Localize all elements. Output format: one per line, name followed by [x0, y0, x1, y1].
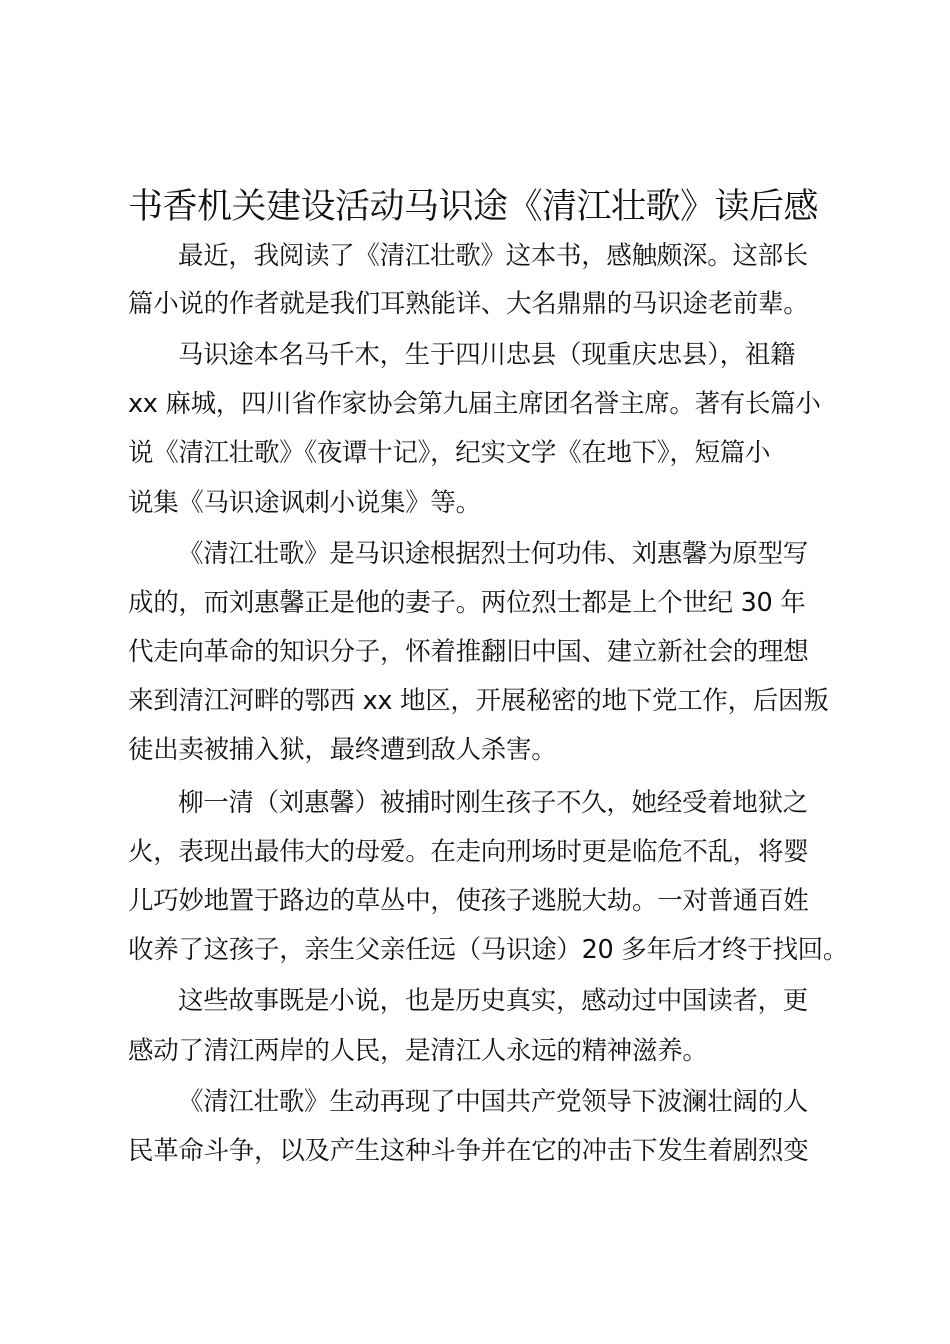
paragraph-2-line-1: 马识途本名马千木，生于四川忠县（现重庆忠县），祖籍 [178, 340, 796, 370]
paragraph-2-line-2: xx 麻城，四川省作家协会第九届主席团名誉主席。著有长篇小 [128, 389, 821, 419]
paragraph-4-line-3: 儿巧妙地置于路边的草丛中，使孩子逃脱大劫。一对普通百姓 [128, 886, 809, 916]
paragraph-2-line-3: 说《清江壮歌》《夜谭十记》，纪实文学《在地下》，短篇小 [128, 438, 771, 468]
paragraph-3-line-1: 《清江壮歌》是马识途根据烈士何功伟、刘惠馨为原型写 [178, 539, 809, 569]
paragraph-2-line-4: 说集《马识途讽刺小说集》等。 [128, 488, 481, 518]
document-title: 书香机关建设活动马识途《清江壮歌》读后感 [128, 187, 819, 227]
paragraph-5-line-1: 这些故事既是小说，也是历史真实，感动过中国读者，更 [178, 986, 809, 1016]
paragraph-5-line-2: 感动了清江两岸的人民，是清江人永远的精神滋养。 [128, 1036, 708, 1066]
paragraph-1-line-1: 最近，我阅读了《清江壮歌》这本书，感触颇深。这部长 [178, 241, 809, 271]
paragraph-4-line-2: 火，表现出最伟大的母爱。在走向刑场时更是临危不乱，将婴 [128, 837, 809, 867]
paragraph-4-line-1: 柳一清（刘惠馨）被捕时刚生孩子不久，她经受着地狱之 [178, 788, 809, 818]
paragraph-3-line-3: 代走向革命的知识分子，怀着推翻旧中国、建立新社会的理想 [128, 637, 809, 667]
paragraph-6-line-2: 民革命斗争，以及产生这种斗争并在它的冲击下发生着剧烈变 [128, 1136, 809, 1166]
paragraph-4-line-4: 收养了这孩子，亲生父亲任远（马识途）20 多年后才终于找回。 [128, 935, 849, 965]
paragraph-3-line-5: 徒出卖被捕入狱，最终遭到敌人杀害。 [128, 735, 557, 765]
paragraph-1-line-2: 篇小说的作者就是我们耳熟能详、大名鼎鼎的马识途老前辈。 [128, 289, 809, 319]
paragraph-3-line-2: 成的，而刘惠馨正是他的妻子。两位烈士都是上个世纪 30 年 [128, 588, 806, 618]
paragraph-3-line-4: 来到清江河畔的鄂西 xx 地区，开展秘密的地下党工作，后因叛 [128, 686, 829, 716]
paragraph-6-line-1: 《清江壮歌》生动再现了中国共产党领导下波澜壮阔的人 [178, 1087, 809, 1117]
